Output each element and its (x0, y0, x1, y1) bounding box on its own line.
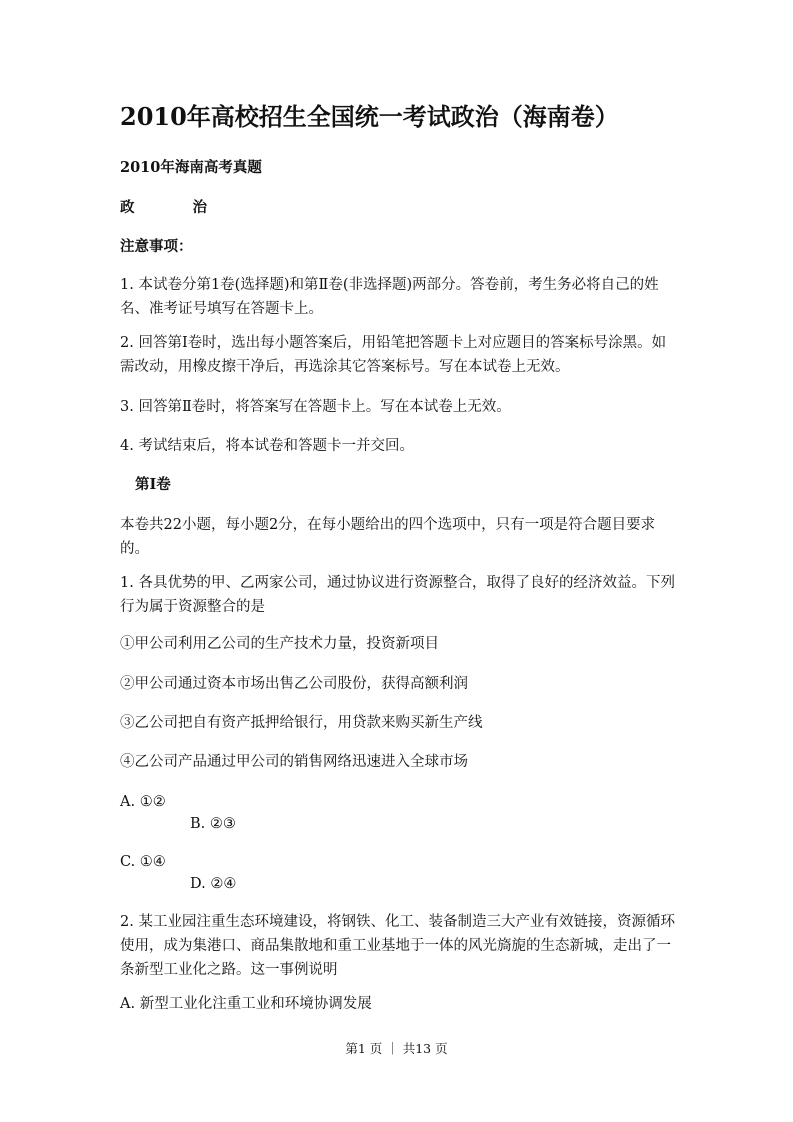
question-1-option-a: A. ①② (120, 794, 166, 810)
question-1-item: ④乙公司产品通过甲公司的销售网络迅速进入全球市场 (120, 754, 468, 770)
section-intro: 本卷共22小题，每小题2分，在每小题给出的四个选项中，只有一项是符合题目要求的。 (120, 517, 656, 557)
question-1-item: ①甲公司利用乙公司的生产技术力量，投资新项目 (120, 636, 439, 652)
question-1-option-d: D. ②④ (190, 876, 237, 892)
subject-char-1: 政 (120, 199, 135, 216)
notice-item: 2. 回答第Ⅰ卷时，选出每小题答案后，用铅笔把答题卡上对应题目的答案标号涂黑。如需改动，用橡皮擦干净后，再选涂其它答案标号。写在本试卷上无效。 (120, 335, 667, 375)
doc-subtitle: 2010年海南高考真题 (120, 159, 262, 176)
notice-item: 1. 本试卷分第1卷(选择题)和第Ⅱ卷(非选择题)两部分。答卷前，考生务必将自己的姓名、准考证号填写在答题卡上。 (120, 277, 659, 317)
subject-label (120, 196, 207, 220)
question-1-stem: 1. 各具优势的甲、乙两家公司，通过协议进行资源整合，取得了良好的经济效益。下列行为属于资源整合的是 (120, 575, 675, 615)
question-2-stem: 2. 某工业园注重生态环境建设，将钢铁、化工、装备制造三大产业有效链接，资源循环使用，成为集港口、商品集散地和重工业基地于一体的风光旖旎的生态新城，走出了一条新型工业化之路。这一事例说明 (120, 914, 675, 978)
notice-item: 3. 回答第Ⅱ卷时，将答案写在答题卡上。写在本试卷上无效。 (120, 399, 511, 415)
question-1-item: ③乙公司把自有资产抵押给银行，用贷款来购买新生产线 (120, 715, 483, 731)
page-footer: 第1 页 ｜ 共13 页 (345, 1041, 448, 1056)
subject-char-2: 治 (192, 199, 207, 216)
doc-title: 2010年高校招生全国统一考试政治（海南卷） (120, 102, 619, 131)
question-1-option-b: B. ②③ (190, 816, 236, 832)
question-1-item: ②甲公司通过资本市场出售乙公司股份，获得高额利润 (120, 676, 468, 692)
notice-item: 4. 考试结束后，将本试卷和答题卡一并交回。 (120, 438, 414, 454)
notice-heading: 注意事项： (120, 238, 193, 255)
section-heading: 第Ⅰ卷 (135, 476, 171, 493)
question-1-option-c: C. ①④ (120, 854, 166, 870)
question-2-option-a: A. 新型工业化注重工业和环境协调发展 (120, 996, 372, 1012)
